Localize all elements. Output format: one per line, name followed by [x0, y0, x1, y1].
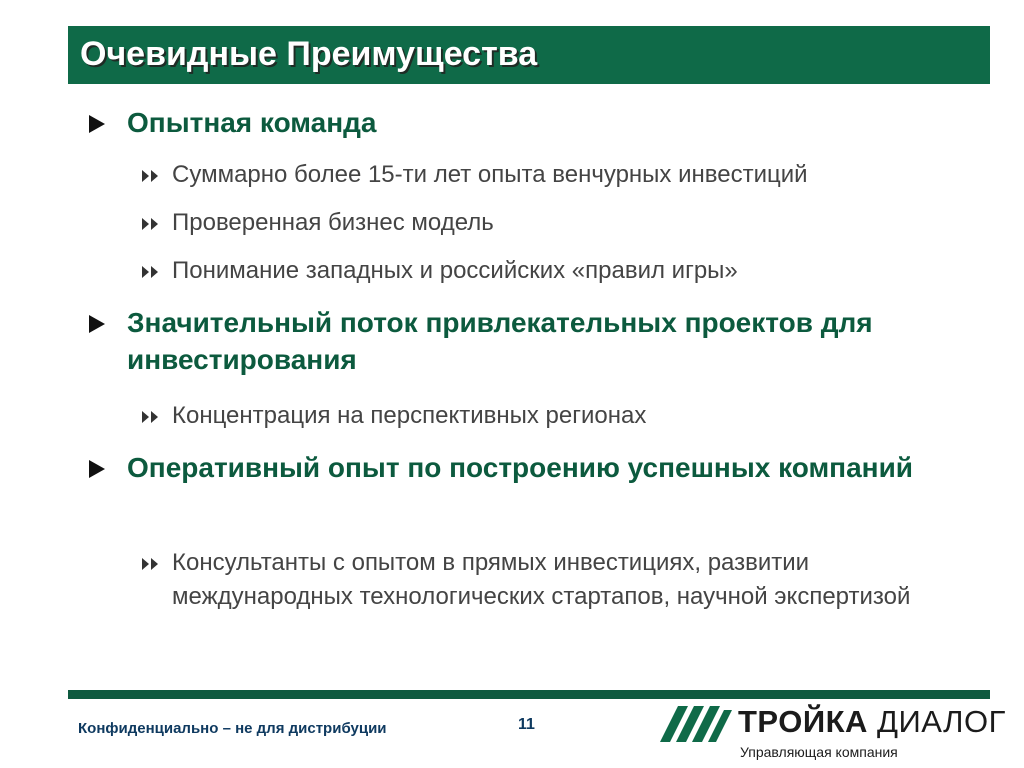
- list-item-text: Консультанты с опытом в прямых инвестициях, развитии международных технологических стартапов, научной экспертизой: [172, 549, 911, 610]
- list-item-text: Концентрация на перспективных регионах: [172, 402, 647, 429]
- section-heading-text: Опытная команда: [127, 107, 377, 138]
- logo-name: [738, 704, 1006, 740]
- triangle-bullet-icon: [89, 115, 105, 133]
- double-chevron-icon: [140, 265, 162, 279]
- confidential-notice: Конфиденциально – не для дистрибуции: [78, 720, 387, 737]
- logo-subtitle: Управляющая компания: [740, 744, 898, 760]
- footer-divider: [68, 690, 990, 699]
- double-chevron-icon: [140, 557, 162, 571]
- troika-dialog-logo-icon: [658, 702, 734, 744]
- list-item-text: Суммарно более 15-ти лет опыта венчурных инвестиций: [172, 161, 808, 188]
- section-heading-text: Оперативный опыт по построению успешных компаний: [127, 452, 913, 483]
- double-chevron-icon: [140, 169, 162, 183]
- logo-name-regular: ДИАЛОГ: [877, 704, 1006, 739]
- double-chevron-icon: [140, 217, 162, 231]
- slide-title: Очевидные Преимущества: [80, 35, 538, 73]
- list-item-text: Понимание западных и российских «правил игры»: [172, 257, 738, 284]
- list-item-text: Проверенная бизнес модель: [172, 209, 494, 236]
- page-number: 11: [518, 716, 535, 733]
- double-chevron-icon: [140, 410, 162, 424]
- title-bar: [68, 26, 990, 84]
- triangle-bullet-icon: [89, 460, 105, 478]
- triangle-bullet-icon: [89, 315, 105, 333]
- section-heading-text: Значительный поток привлекательных проектов для инвестирования: [127, 307, 873, 375]
- logo-name-bold: ТРОЙКА: [738, 704, 868, 739]
